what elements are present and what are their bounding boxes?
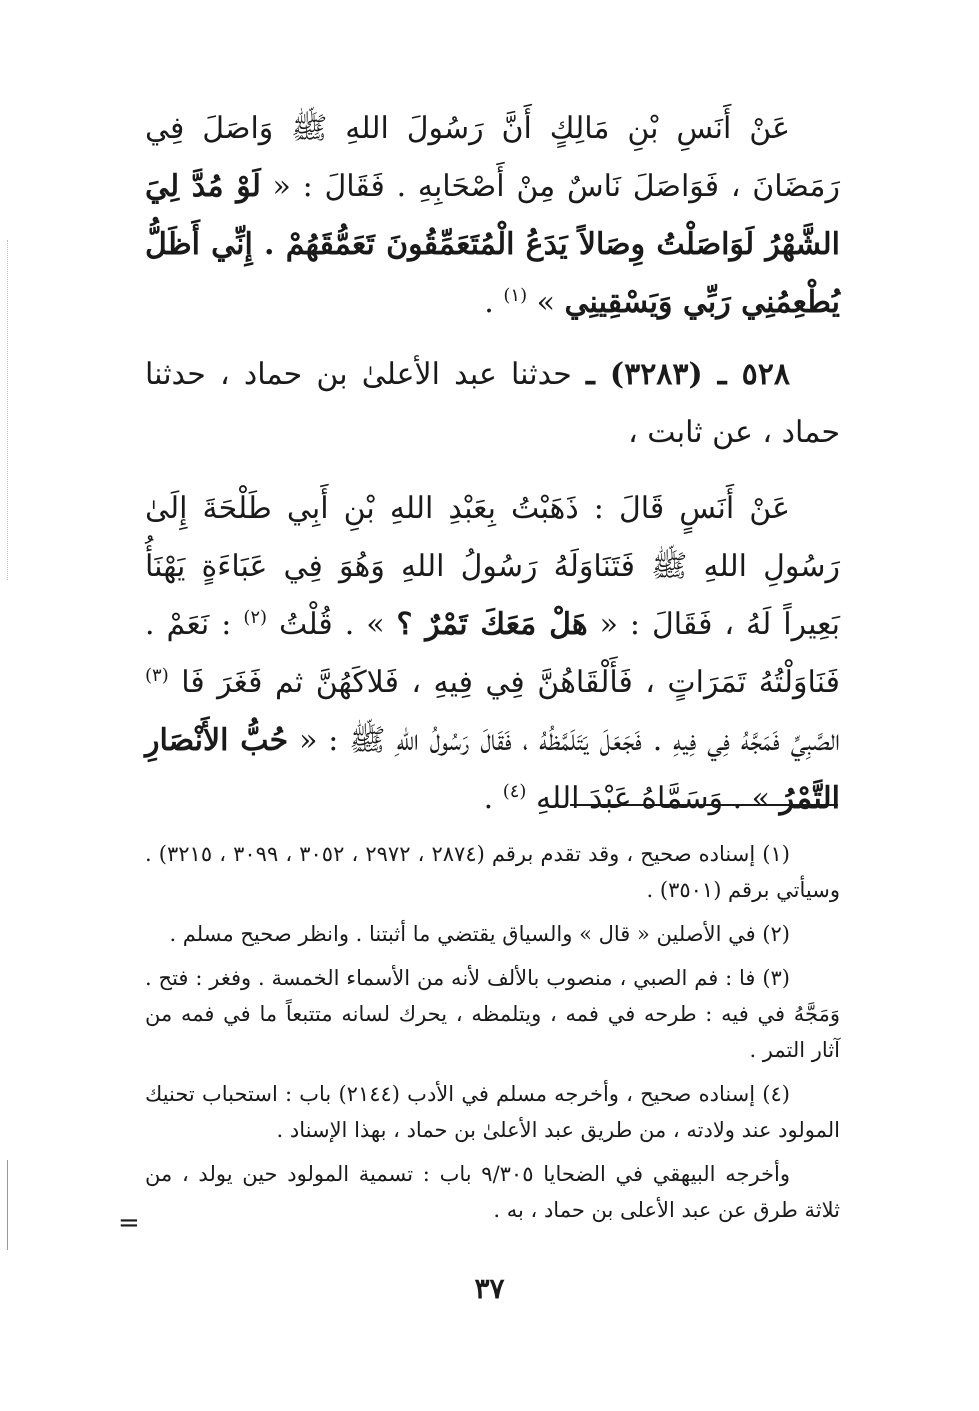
page-number: ٣٧: [474, 1272, 505, 1305]
scan-margin-mark: [7, 240, 10, 580]
footnotes: [145, 836, 840, 1236]
hadith-number: ٥٢٨ ـ (٣٢٨٣) ـ: [586, 357, 790, 392]
hadith-paragraph: عَنْ أَنَسِ بْنِ مَالِكٍ أَنَّ رَسُولَ اللهِ ﷺ وَاصَلَ فِي رَمَضَانَ ، فَوَاصَلَ نَاسٌ مِنْ أَصْحَابِهِ . فَقَالَ : « لَوْ مُدَّ لِيَ الشَّهْرُ لَوَاصَلْتُ وِصَالاً يَدَعُ الْمُتَعَمِّقُونَ تَعَمُّقَهُمْ . إِنِّي أَظَلُّ يُطْعِمُنِي رَبِّي وَيَسْقِينِي » $^{(١)}$ .: [145, 111, 840, 320]
footnote-ref: (٢): [243, 607, 268, 628]
footnote: وأخرجه البيهقي في الضحايا ٩/٣٠٥ باب : تسمية المولود حين يولد ، من ثلاثة طرق عن عبد الأعلى بن حماد ، به .: [145, 1162, 840, 1222]
main-text: [145, 100, 840, 828]
continuation-mark: =: [118, 1208, 140, 1238]
isnad-paragraph: ٥٢٨ ـ (٣٢٨٣) ـ حدثنا عبد الأعلىٰ بن حماد ، حدثنا حماد ، عن ثابت ،: [145, 357, 840, 450]
footnote-separator: [570, 804, 838, 806]
footnote-ref: (٣): [145, 665, 169, 686]
footnote-ref: (١): [503, 285, 528, 306]
footnote: (٢) في الأصلين « قال » والسياق يقتضي ما أثبتنا . وانظر صحيح مسلم .: [169, 922, 790, 946]
footnote-ref: (٤): [502, 781, 527, 802]
scan-margin-mark: [7, 1160, 10, 1250]
footnote: (٤) إسناده صحيح ، وأخرجه مسلم في الأدب (٢١٤٤) باب : استحباب تحنيك المولود عند ولادته ، من طريق عبد الأعلىٰ بن حماد ، بهذا الإسناد .: [145, 1082, 840, 1142]
prophet-quote: حُبُّ الأَنْصَارِ التَّمْرُ: [145, 723, 840, 816]
prophet-quote: هَلْ مَعَكَ تَمْرٌ ؟: [396, 607, 588, 642]
footnote: (١) إسناده صحيح ، وقد تقدم برقم (٢٨٧٤ ، ٢٩٧٢ ، ٣٠٥٢ ، ٣٠٩٩ ، ٣٢١٥) . وسيأتي برقم (٣٥٠١) .: [145, 842, 840, 902]
footnote: (٣) فا : فم الصبي ، منصوب بالألف لأنه من الأسماء الخمسة . وفغر : فتح . وَمَجَّهُ في فيه : طرحه في فمه ، ويتلمظه ، يحرك لسانه متتبعاً ما في فمه من آثار التمر .: [145, 966, 840, 1062]
hadith-paragraph: عَنْ أَنَسٍ قَالَ : ذَهَبْتُ بِعَبْدِ اللهِ بْنِ أَبِي طَلْحَةَ إِلَىٰ رَسُولِ اللهِ ﷺ فَتَنَاوَلَهُ رَسُولُ اللهِ وَهُوَ فِي عَبَاءَةٍ يَهْنَأُ بَعِيراً لَهُ ، فَقَالَ : « هَلْ مَعَكَ تَمْرٌ ؟ » . قُلْتُ $^{(٢)}$ : نَعَمْ . فَنَاوَلْتُهُ تَمَرَاتٍ ، فَأَلْقَاهُنَّ فِي فِيهِ ، فَلاكَهُنَّ ثم فَغَرَ فَا $^{(٣)}$ الصَّبِيِّ فَمَجَّهُ فِي فِيهِ . فَجَعَلَ يَتَلَمَّظُهُ ، فَقَالَ رَسُولُ اللهِ ﷺ : « حُبُّ الأَنْصَارِ التَّمْرُ » . وَسَمَّاهُ عَبْدَ اللهِ $^{(٤)}$ .: [145, 491, 841, 816]
prophet-quote: لَوْ مُدَّ لِيَ الشَّهْرُ لَوَاصَلْتُ وِصَالاً يَدَعُ الْمُتَعَمِّقُونَ تَعَمُّقَهُمْ . إِنِّي أَظَلُّ يُطْعِمُنِي رَبِّي وَيَسْقِينِي: [145, 169, 840, 320]
